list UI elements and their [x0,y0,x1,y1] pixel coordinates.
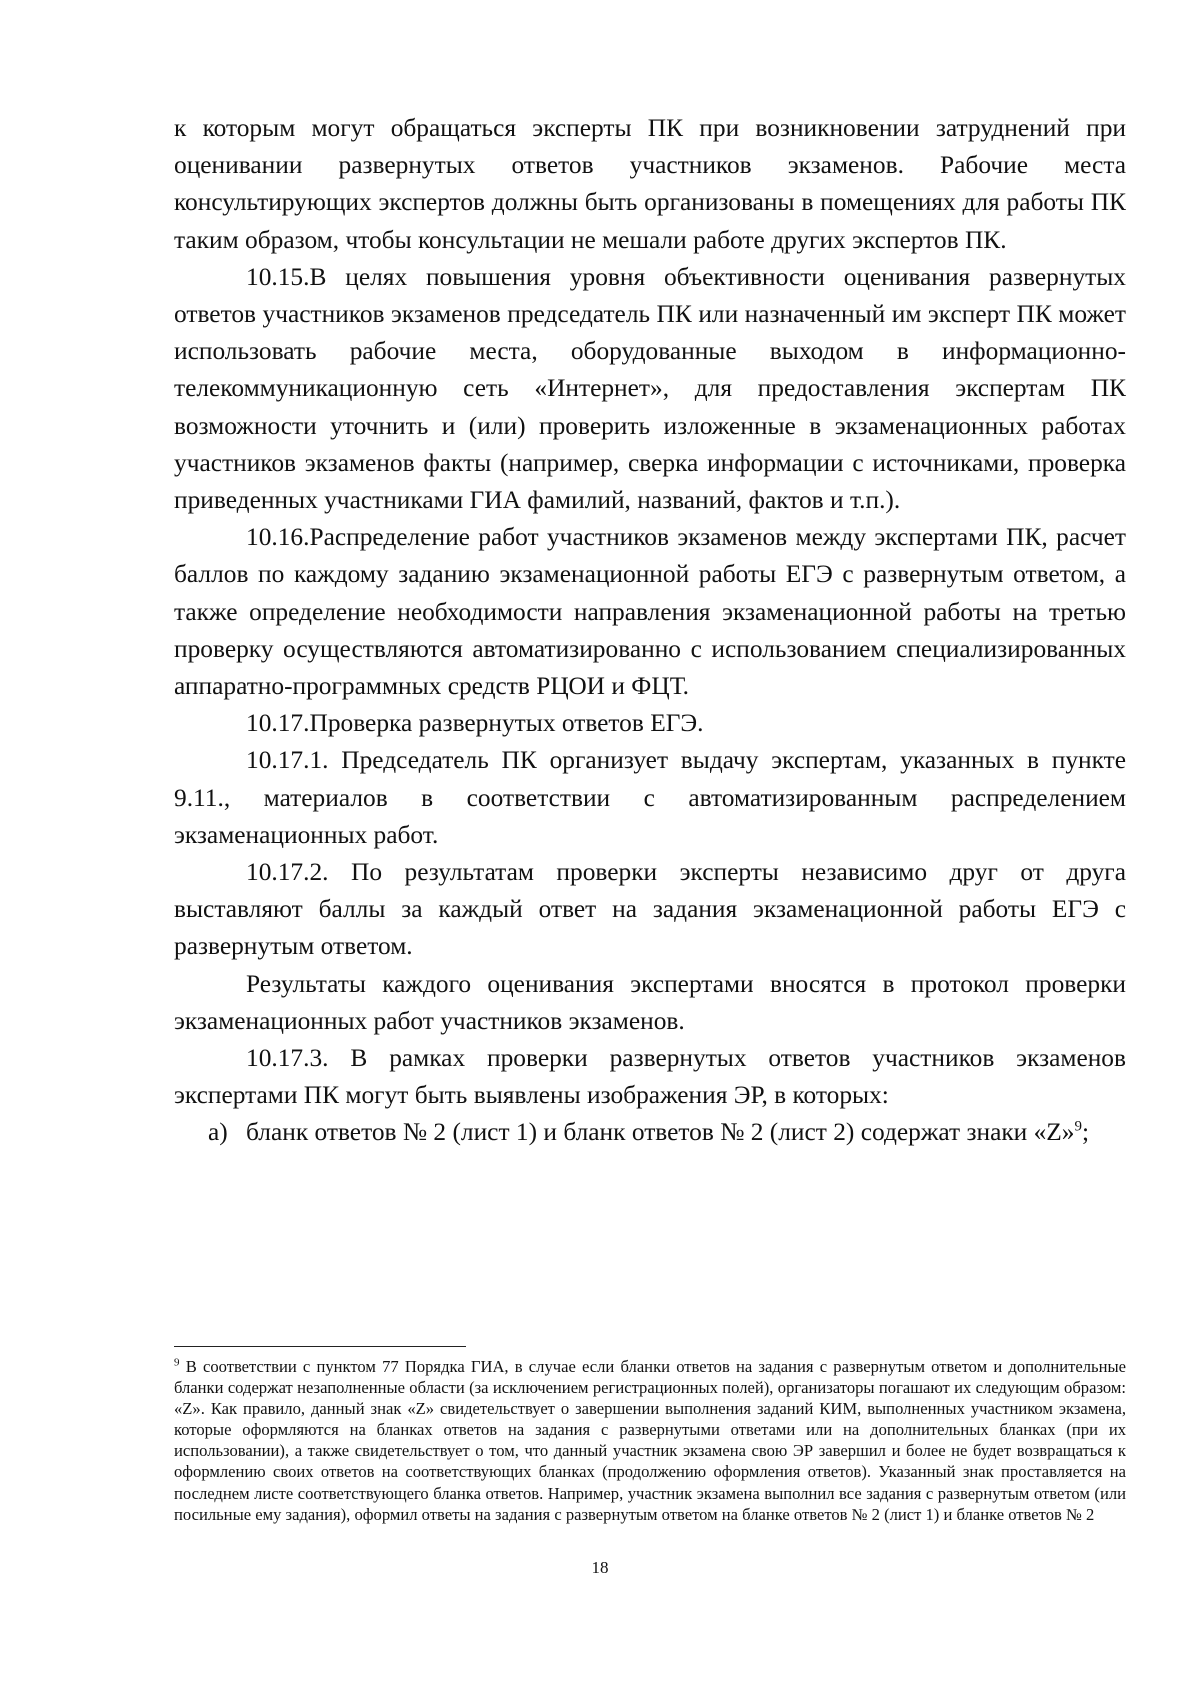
paragraph-continuation: к которым могут обращаться эксперты ПК при возникновении затруднений при оценивании развернутых ответов участников экзаменов. Рабочие места консультирующих экспертов должны быть организованы в помещениях для работы ПК таким образом, чтобы консультации не мешали работе других экспертов ПК. [174,114,1126,254]
paragraph-10-17-1: 10.17.1. Председатель ПК организует выдачу экспертам, указанных в пункте 9.11., материалов в соответствии с автоматизированным распределением экзаменационных работ. [174,746,1126,849]
paragraph-10-17-2: 10.17.2. По результатам проверки эксперты независимо друг от друга выставляют баллы за каждый ответ на задания экзаменационной работы ЕГЭ с развернутым ответом. [174,858,1126,961]
paragraph-10-17: 10.17.Проверка развернутых ответов ЕГЭ. [246,709,704,738]
footnote-text: В соответствии с пунктом 77 Порядка ГИА, в случае если бланки ответов на задания с развернутым ответом и дополнительные бланки содержат незаполненные области (за исключением регистрационных полей), организаторы погашают их следующим образом: «Z». Как правило, данный знак «Z» свидетельствует о завершении выполнения заданий КИМ, выполненных участником экзамена, которые оформляются на бланках ответов на задания с развернутыми ответами или на дополнительных бланках (при их использовании), а также свидетельствует о том, что данный участник экзамена свою ЭР завершил и более не будет возвращаться к оформлению своих ответов на соответствующих бланках (продолжению оформления ответов). Указанный знак проставляется на последнем листе соответствующего бланка ответов. Например, участник экзамена выполнил все задания с развернутым ответом (или посильные ему задания), оформил ответы на задания с развернутым ответом на бланке ответов № 2 (лист 1) и бланке ответов № 2 [174,1357,1126,1524]
list-item-a-text: бланк ответов № 2 (лист 1) и бланк ответов № 2 (лист 2) содержат знаки «Z» [246,1118,1075,1147]
list-item-a [174,1114,1126,1151]
paragraph-10-16: 10.16.Распределение работ участников экзаменов между экспертами ПК, расчет баллов по каждому заданию экзаменационной работы ЕГЭ с развернутым ответом, а также определение необходимости направления экзаменационной работы на третью проверку осуществляются автоматизированно с использованием специализированных аппаратно-программных средств РЦОИ и ФЦТ. [174,523,1126,701]
document-body [174,110,1126,1152]
footnote-number: 9 [174,1356,180,1369]
list-item-a-tail: ; [1082,1118,1090,1147]
footnote-separator [174,1346,466,1347]
paragraph-10-15: 10.15.В целях повышения уровня объективности оценивания развернутых ответов участников экзаменов председатель ПК или назначенный им эксперт ПК может использовать рабочие места, оборудованные выходом в информационно-телекоммуникационную сеть «Интернет», для предоставления экспертам ПК возможности уточнить и (или) проверить изложенные в экзаменационных работах участников экзаменов факты (например, сверка информации с источниками, проверка приведенных участниками ГИА фамилий, названий, фактов и т.п.). [174,262,1126,515]
footnote-9 [174,1356,1126,1525]
paragraph-10-17-3: 10.17.3. В рамках проверки развернутых ответов участников экзаменов экспертами ПК могут быть выявлены изображения ЭР, в которых: [174,1044,1126,1110]
paragraph-results: Результаты каждого оценивания экспертами вносятся в протокол проверки экзаменационных работ участников экзаменов. [174,969,1126,1035]
page-number: 18 [591,1558,609,1577]
list-item-a-marker: а) [208,1118,228,1147]
footnote-reference: 9 [1074,1119,1083,1136]
